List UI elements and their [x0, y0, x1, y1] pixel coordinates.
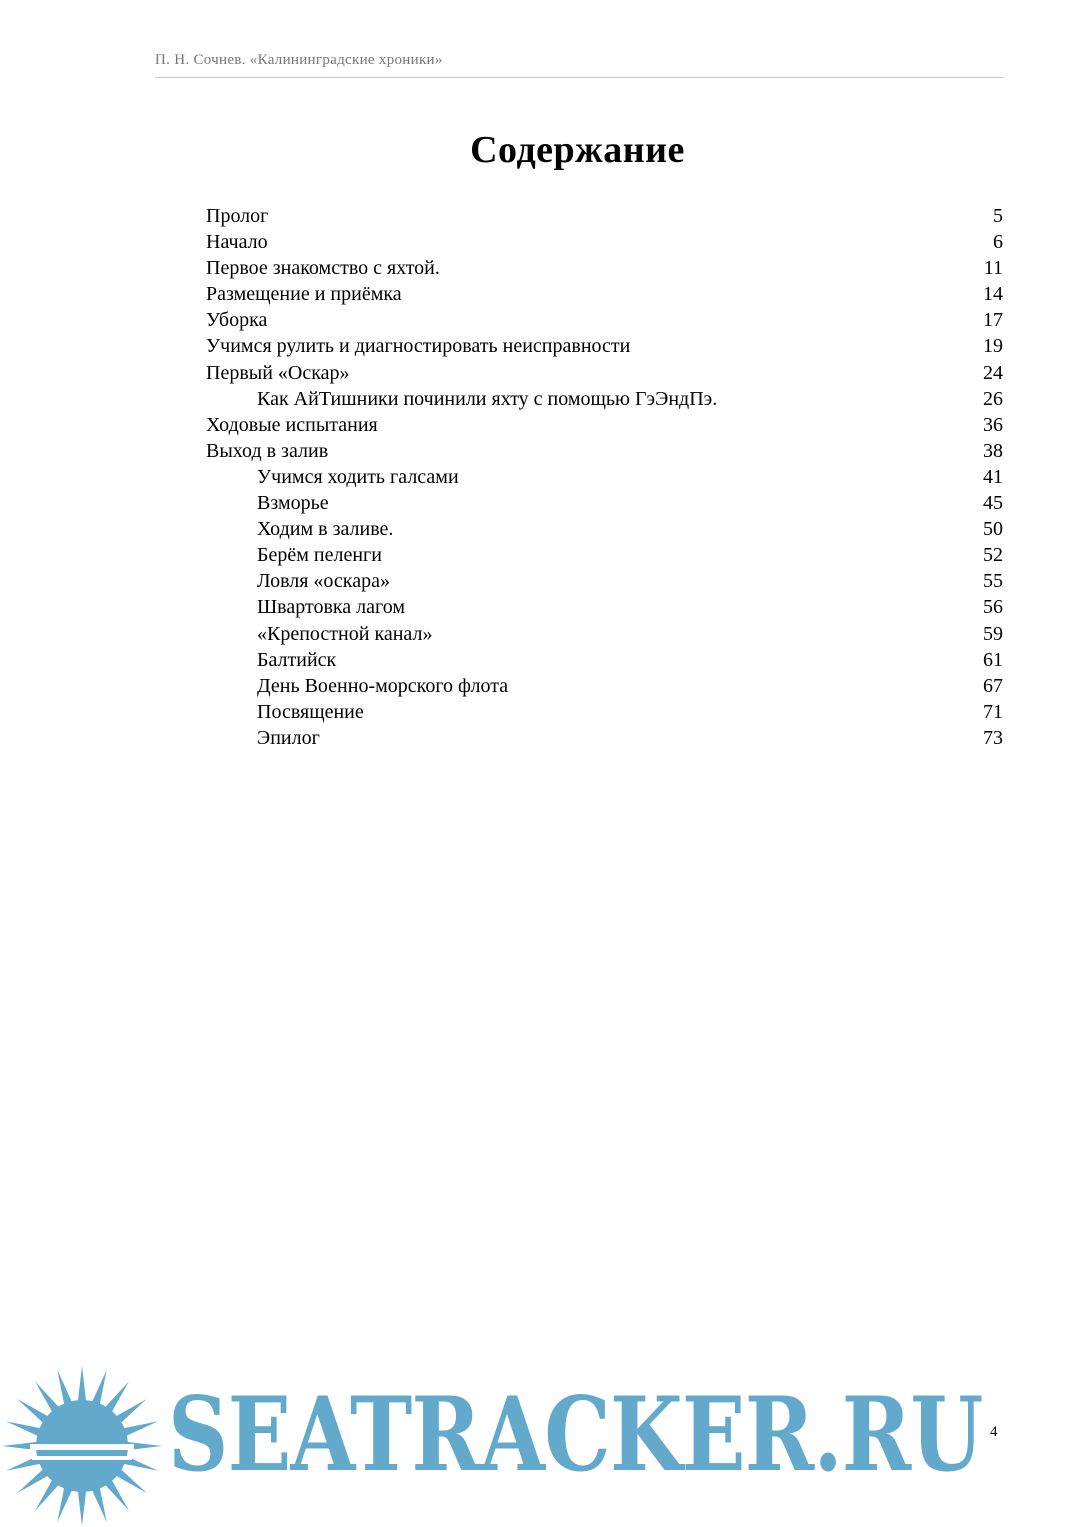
toc-entry-page: 59 — [983, 622, 1003, 645]
toc-entry-label: Ходовые испытания — [206, 413, 378, 436]
toc-entry-label: Первое знакомство с яхтой. — [206, 257, 440, 280]
toc-entry-page: 41 — [983, 465, 1003, 488]
toc-entry-label: Размещение и приёмка — [206, 283, 402, 306]
toc-entry-page: 50 — [983, 518, 1003, 541]
toc-entry-label: Посвящение — [257, 700, 364, 723]
running-header: П. Н. Сочнев. «Калининградские хроники» — [155, 52, 443, 68]
toc-entry[interactable] — [206, 386, 1003, 412]
toc-entry[interactable] — [206, 281, 1003, 307]
toc-entry-label: Швартовка лагом — [257, 596, 406, 619]
toc-entry-label: Уборка — [206, 309, 268, 332]
toc-entry-label: Начало — [206, 231, 268, 254]
toc-entry-page: 11 — [983, 257, 1003, 280]
toc-entry-page: 24 — [983, 361, 1003, 384]
toc-entry-page: 38 — [983, 439, 1003, 462]
toc-entry-page: 56 — [983, 596, 1003, 619]
toc-entry-page: 26 — [983, 387, 1003, 410]
toc-entry-page: 19 — [983, 335, 1003, 358]
page-number: 4 — [990, 1424, 998, 1440]
toc-entry[interactable] — [206, 307, 1003, 333]
toc-entry-label: День Военно-морского флота — [257, 674, 509, 697]
toc-entry[interactable] — [206, 594, 1003, 620]
toc-entry[interactable] — [206, 490, 1003, 516]
toc-entry-page: 71 — [983, 700, 1003, 723]
toc-entry-label: «Крепостной канал» — [257, 622, 433, 645]
toc-entry-label: Балтийск — [257, 648, 337, 671]
toc-entry-page: 61 — [983, 648, 1003, 671]
toc-entry-label: Ходим в заливе. — [257, 518, 394, 541]
toc-entry[interactable] — [206, 621, 1003, 647]
toc-entry-page: 55 — [983, 570, 1003, 593]
toc-entry-label: Берём пеленги — [257, 544, 382, 567]
toc-entry-label: Как АйТишники починили яхту с помощью ГэЭндПэ. — [257, 387, 718, 410]
toc-entry-page: 52 — [983, 544, 1003, 567]
toc-entry-label: Учимся рулить и диагностировать неисправности — [206, 335, 631, 358]
watermark-text: SEATRACKER.RU — [168, 1375, 983, 1495]
watermark-logo — [0, 1366, 1080, 1527]
toc-entry-label: Ловля «оскара» — [257, 570, 390, 593]
toc-entry-label: Пролог — [206, 205, 269, 227]
toc-entry-label: Выход в залив — [206, 439, 329, 462]
toc-entry[interactable] — [206, 229, 1003, 255]
sun-over-sea-icon — [0, 1366, 165, 1527]
toc-entry[interactable] — [206, 255, 1003, 281]
toc-entry-page: 67 — [983, 674, 1003, 697]
toc-entry-label: Эпилог — [257, 726, 320, 749]
page-title: Содержание — [470, 129, 685, 171]
toc-entry-page: 17 — [983, 309, 1003, 332]
header-divider — [155, 77, 1003, 78]
toc-entry[interactable] — [206, 464, 1003, 490]
toc-entry-label: Первый «Оскар» — [206, 361, 350, 384]
toc-entry-page: 73 — [983, 726, 1003, 749]
toc-entry-page: 6 — [993, 231, 1003, 254]
toc-entry-label: Учимся ходить галсами — [257, 465, 459, 488]
toc-entry[interactable] — [206, 673, 1003, 699]
toc-entry[interactable] — [206, 647, 1003, 673]
toc-entry[interactable] — [206, 360, 1003, 386]
toc-entry[interactable] — [206, 203, 1003, 229]
toc-entry-label: Взморье — [257, 492, 329, 515]
toc-entry-page: 5 — [993, 205, 1003, 227]
toc-entry-page: 14 — [983, 283, 1003, 306]
table-of-contents — [206, 203, 1003, 751]
toc-entry[interactable] — [206, 438, 1003, 464]
toc-entry[interactable] — [206, 699, 1003, 725]
toc-entry-page: 36 — [983, 413, 1003, 436]
toc-entry[interactable] — [206, 333, 1003, 359]
toc-entry[interactable] — [206, 725, 1003, 751]
toc-entry[interactable] — [206, 542, 1003, 568]
toc-entry[interactable] — [206, 568, 1003, 594]
toc-entry[interactable] — [206, 412, 1003, 438]
toc-entry-page: 45 — [983, 492, 1003, 515]
toc-entry[interactable] — [206, 516, 1003, 542]
